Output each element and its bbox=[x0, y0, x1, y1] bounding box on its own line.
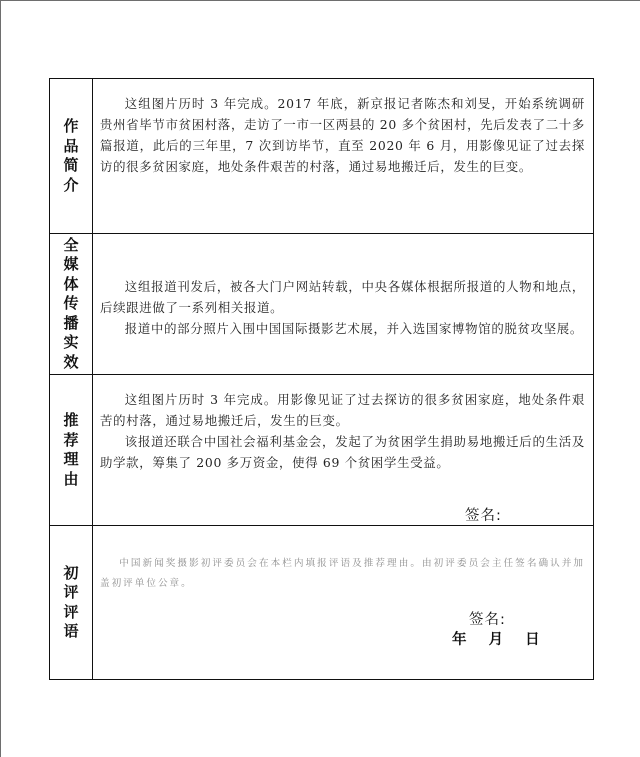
label-media-impact bbox=[50, 234, 93, 374]
work-summary-content bbox=[93, 79, 593, 233]
media-impact-paragraph: 报道中的部分照片入围中国国际摄影艺术展，并入选国家博物馆的脱贫攻坚展。 bbox=[124, 321, 583, 336]
date-month-label: 月 bbox=[488, 632, 504, 648]
award-entry-table bbox=[49, 78, 594, 680]
label-char: 评 bbox=[63, 602, 79, 621]
preliminary-review-content[interactable] bbox=[93, 526, 593, 679]
row-recommendation bbox=[50, 375, 593, 526]
row-work-summary bbox=[50, 79, 593, 234]
label-char: 介 bbox=[63, 175, 79, 194]
page-frame-top bbox=[0, 0, 640, 1]
label-char: 全 bbox=[63, 235, 79, 254]
label-char: 推 bbox=[63, 411, 79, 429]
date-year-label: 年 bbox=[452, 632, 467, 648]
page-frame-left bbox=[0, 0, 1, 757]
label-char: 品 bbox=[63, 136, 79, 155]
date-day-label: 日 bbox=[525, 632, 540, 648]
label-char: 效 bbox=[63, 352, 79, 371]
label-char: 传 bbox=[63, 294, 79, 313]
recommendation-signature-label: 签名: bbox=[465, 508, 502, 524]
row-media-impact bbox=[50, 234, 593, 375]
recommendation-content bbox=[93, 375, 593, 525]
label-char: 由 bbox=[63, 469, 79, 488]
label-work-summary bbox=[50, 79, 93, 233]
media-impact-content bbox=[93, 234, 593, 374]
label-char: 作 bbox=[63, 117, 79, 135]
label-char: 媒 bbox=[63, 255, 79, 274]
label-char: 播 bbox=[63, 313, 79, 332]
label-char: 实 bbox=[63, 333, 79, 352]
media-impact-paragraph: 这组报道刊发后，被各大门户网站转载，中央各媒体根据所报道的人物和地点，后续跟进做了一系列相关报道。 bbox=[100, 279, 585, 315]
label-char: 初 bbox=[63, 563, 79, 582]
label-recommendation bbox=[50, 375, 93, 525]
label-char: 语 bbox=[63, 622, 79, 640]
row-preliminary-review bbox=[50, 526, 593, 679]
recommendation-paragraph: 该报道还联合中国社会福利基金会，发起了为贫困学生捐助易地搬迁后的生活及助学款，筹集了 200 多万资金，使得 69 个贫困学生受益。 bbox=[100, 434, 585, 470]
work-summary-paragraph: 这组图片历时 3 年完成。2017 年底，新京报记者陈杰和刘旻，开始系统调研贵州省毕节市贫困村落，走访了一市一区两县的 20 多个贫困村，先后发表了二十多篇报道，此后的三年里，7 次到访毕节，直至 2020 年 6 月，用影像见证了过去探访的很多贫困家庭，地处条件艰苦的村落，通过易地搬迁后，发生的巨变。 bbox=[100, 96, 585, 174]
review-date bbox=[452, 630, 557, 651]
label-char: 体 bbox=[63, 274, 79, 293]
label-char: 理 bbox=[63, 450, 79, 468]
recommendation-paragraph: 这组图片历时 3 年完成。用影像见证了过去探访的很多贫困家庭，地处条件艰苦的村落，通过易地搬迁后，发生的巨变。 bbox=[100, 392, 585, 428]
review-signature-label: 签名: bbox=[469, 612, 506, 628]
label-char: 简 bbox=[63, 156, 79, 174]
label-char: 评 bbox=[63, 583, 79, 601]
preliminary-review-instruction: 中国新闻奖摄影初评委员会在本栏内填报评语及推荐理由。由初评委员会主任签名确认并加盖初评单位公章。 bbox=[100, 558, 585, 589]
label-preliminary-review bbox=[50, 526, 93, 679]
label-char: 荐 bbox=[63, 430, 79, 449]
